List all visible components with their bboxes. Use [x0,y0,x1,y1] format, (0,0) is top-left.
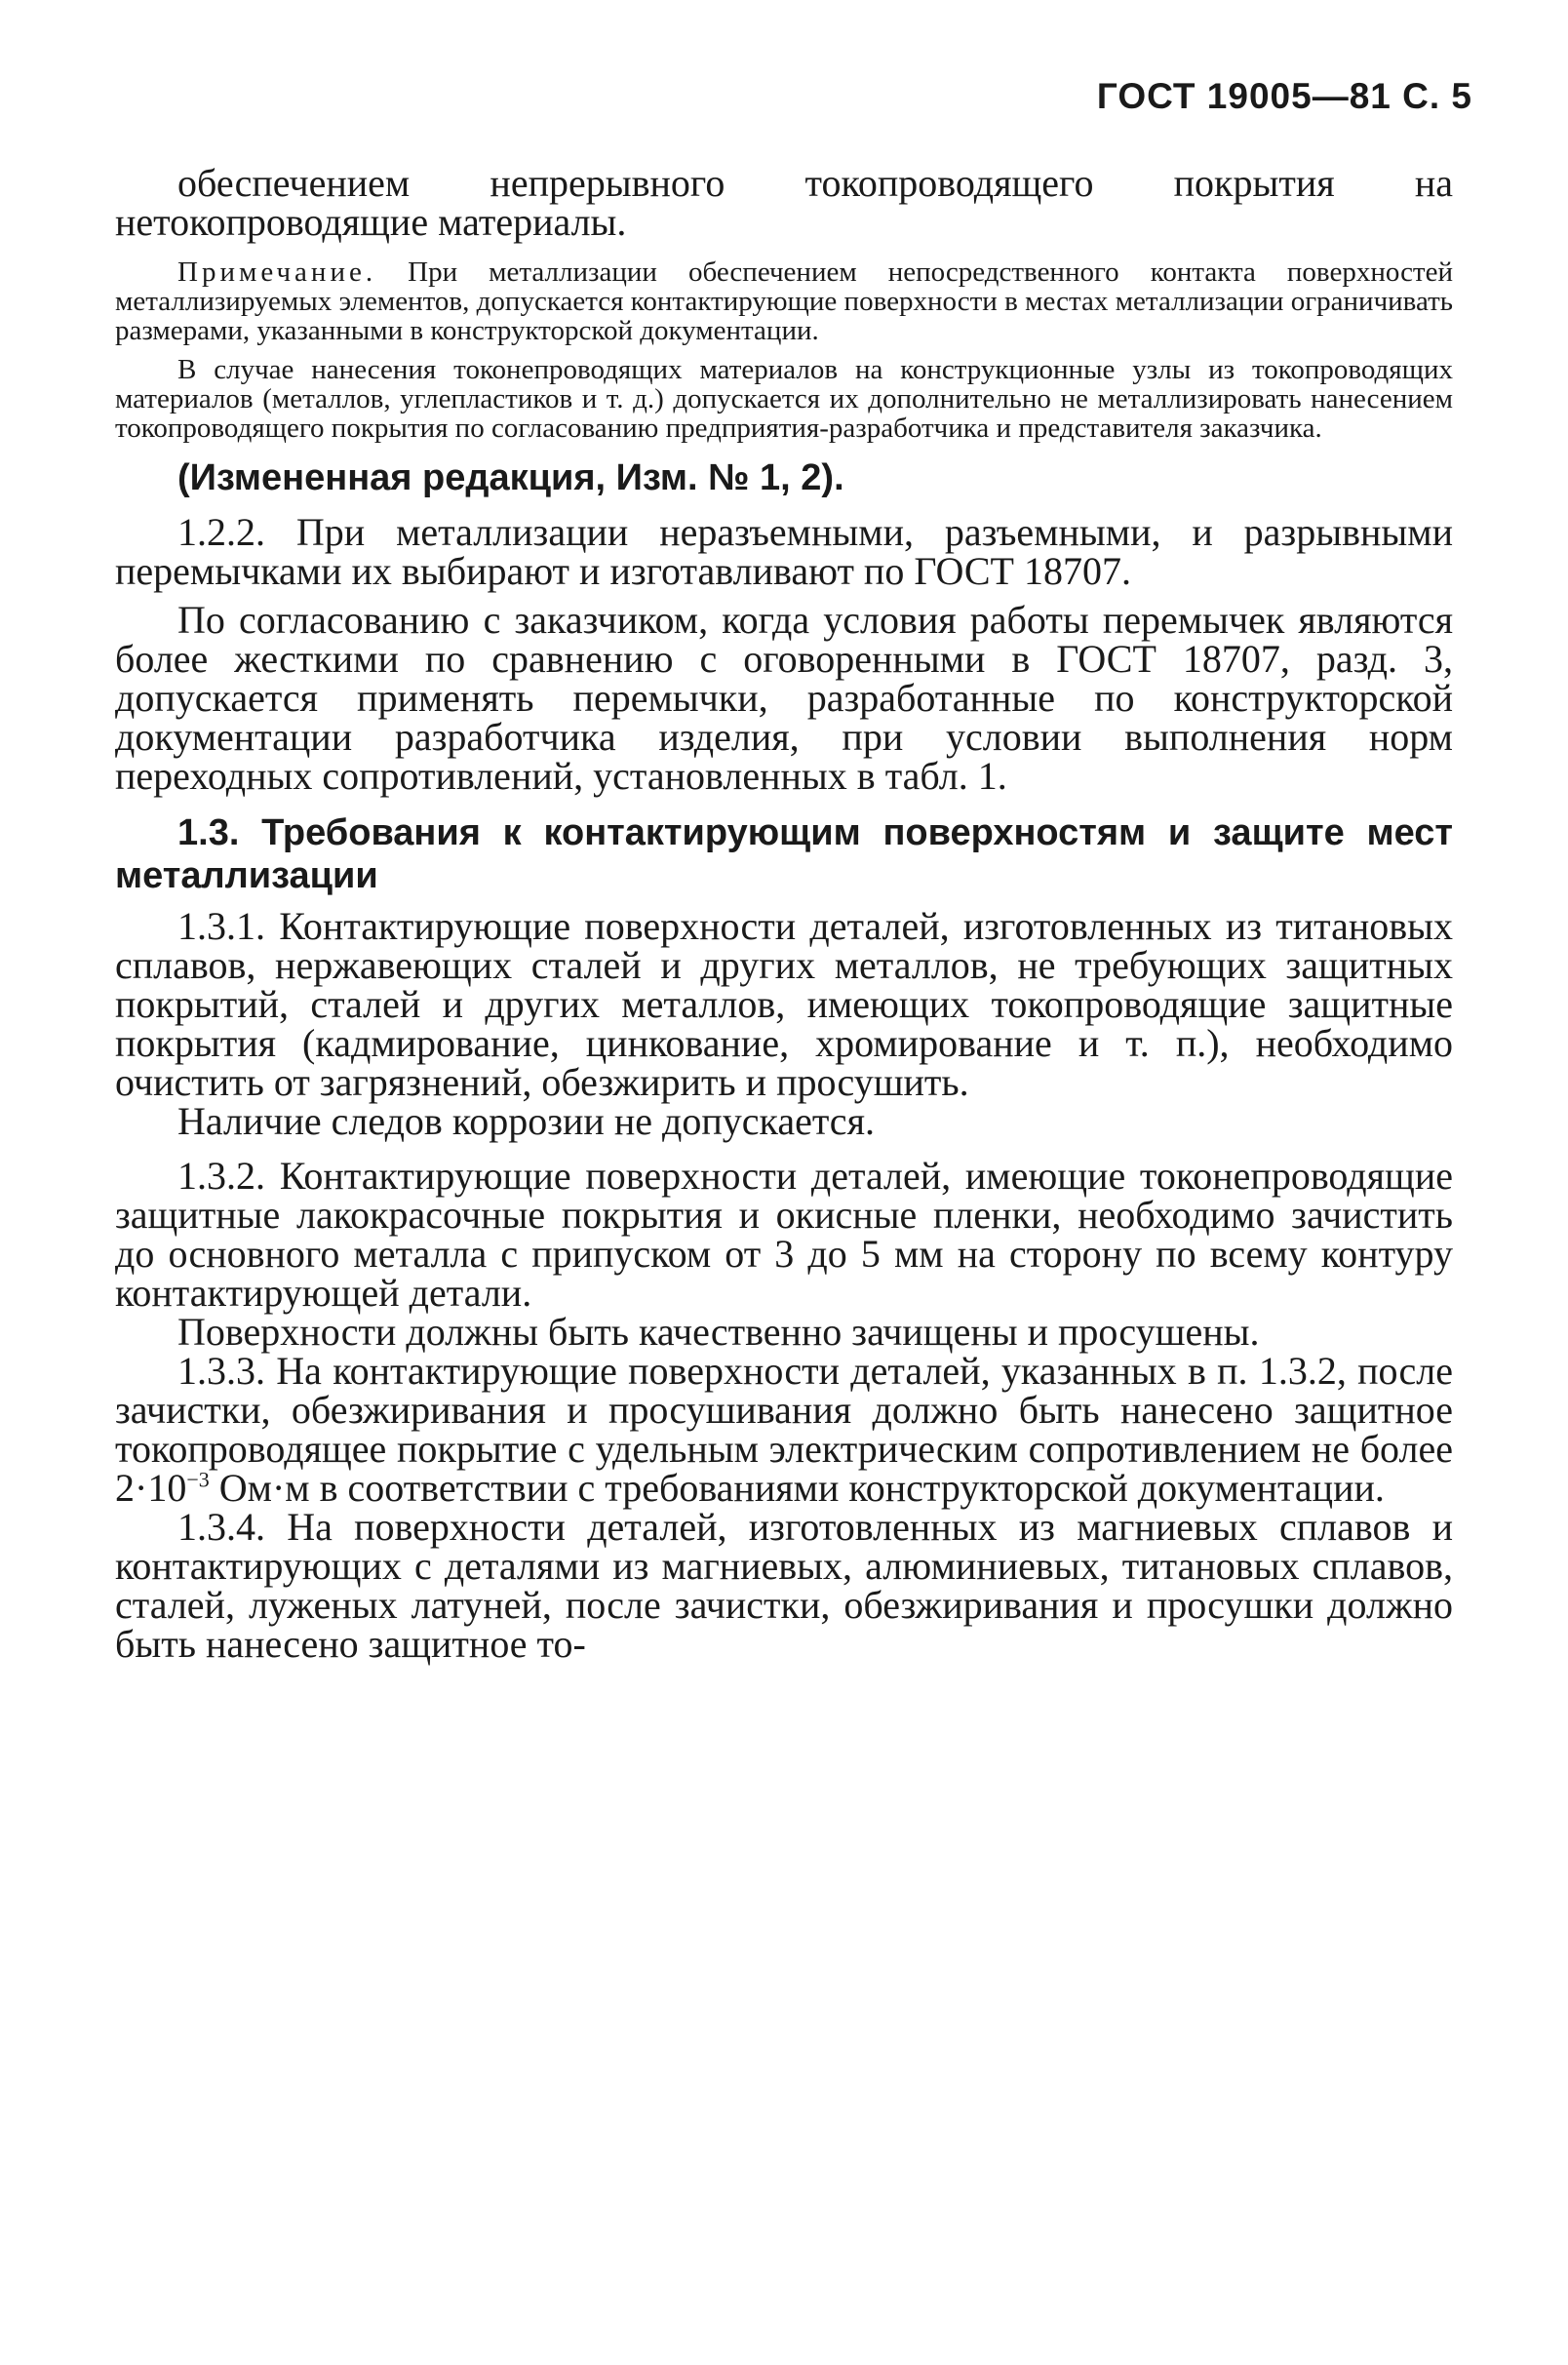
page-header: ГОСТ 19005—81 С. 5 [1096,76,1472,116]
clause-1-3-3-tail: Ом·м в соответствии с требованиями конструкторской документации. [209,1466,1385,1510]
section-heading-1-3: 1.3. Требования к контактирующим поверхностям и защите мест металлизации [115,812,1453,896]
note-text: При металлизации обеспечением непосредственного контакта поверхностей металлизируемых элементов, допускается контактирующие поверхности в местах металлизации ограничивать размерами, указанными в конструкторской документации. [115,256,1453,346]
paragraph-continuation: обеспечением непрерывного токопроводящего покрытия на нетокопроводящие материалы. [115,161,1453,244]
clause-1-3-4: 1.3.4. На поверхности деталей, изготовленных из магниевых сплавов и контактирующих с деталями из магниевых, алюминиевых, титановых сплавов, сталей, луженых латуней, после зачистки, обезжиривания и просушки должно быть нанесено защитное то- [115,1505,1453,1666]
note-label: Примечание. [177,256,377,288]
note-paragraph [115,257,1453,345]
small-paragraph: В случае нанесения токонепроводящих материалов на конструкционные узлы из токопроводящих материалов (металлов, углепластиков и т. д.) допускается их дополнительно не металлизировать нанесением токопроводящего покрытия по согласованию предприятия-разработчика и представителя заказчика. [115,354,1453,444]
clause-1-3-3-text: 1.3.3. На контактирующие поверхности деталей, указанных в п. 1.3.2, после зачистки, обезжиривания и просушивания должно быть нанесено защитное токопроводящее покрытие с удельным электрическим сопротивлением не более 2·10 [115,1349,1453,1510]
exponent: −3 [186,1467,210,1492]
clause-1-3-3 [115,1349,1453,1510]
clause-1-3-2: 1.3.2. Контактирующие поверхности деталей, имеющие токонепроводящие защитные лакокрасочные покрытия и окисные пленки, необходимо зачистить до основного металла с припуском от 3 до 5 мм на сторону по всему контуру контактирующей детали. [115,1154,1453,1315]
clause-1-3-2-surfaces: Поверхности должны быть качественно зачищены и просушены. [177,1310,1260,1354]
clause-1-2-2: 1.2.2. При металлизации неразъемными, разъемными, и разрывными перемычками их выбирают и изготавливают по ГОСТ 18707. [115,510,1453,593]
document-body [115,161,1453,1666]
amendment-note: (Измененная редакция, Изм. № 1, 2). [177,457,844,498]
clause-1-2-2-agreement: По согласованию с заказчиком, когда условия работы перемычек являются более жесткими по сравнению с оговоренными в ГОСТ 18707, разд. 3, допускается применять перемычки, разработанные по конструкторской документации разработчика изделия, при условии выполнения норм переходных сопротивлений, установленных в табл. 1. [115,598,1453,798]
clause-1-3-1-corrosion: Наличие следов коррозии не допускается. [177,1099,875,1143]
clause-1-3-1: 1.3.1. Контактирующие поверхности деталей, изготовленных из титановых сплавов, нержавеющих сталей и других металлов, не требующих защитных покрытий, сталей и других металлов, имеющих токопроводящие защитные покрытия (кадмирование, цинкование, хромирование и т. п.), необходимо очистить от загрязнений, обезжирить и просушить. [115,904,1453,1104]
